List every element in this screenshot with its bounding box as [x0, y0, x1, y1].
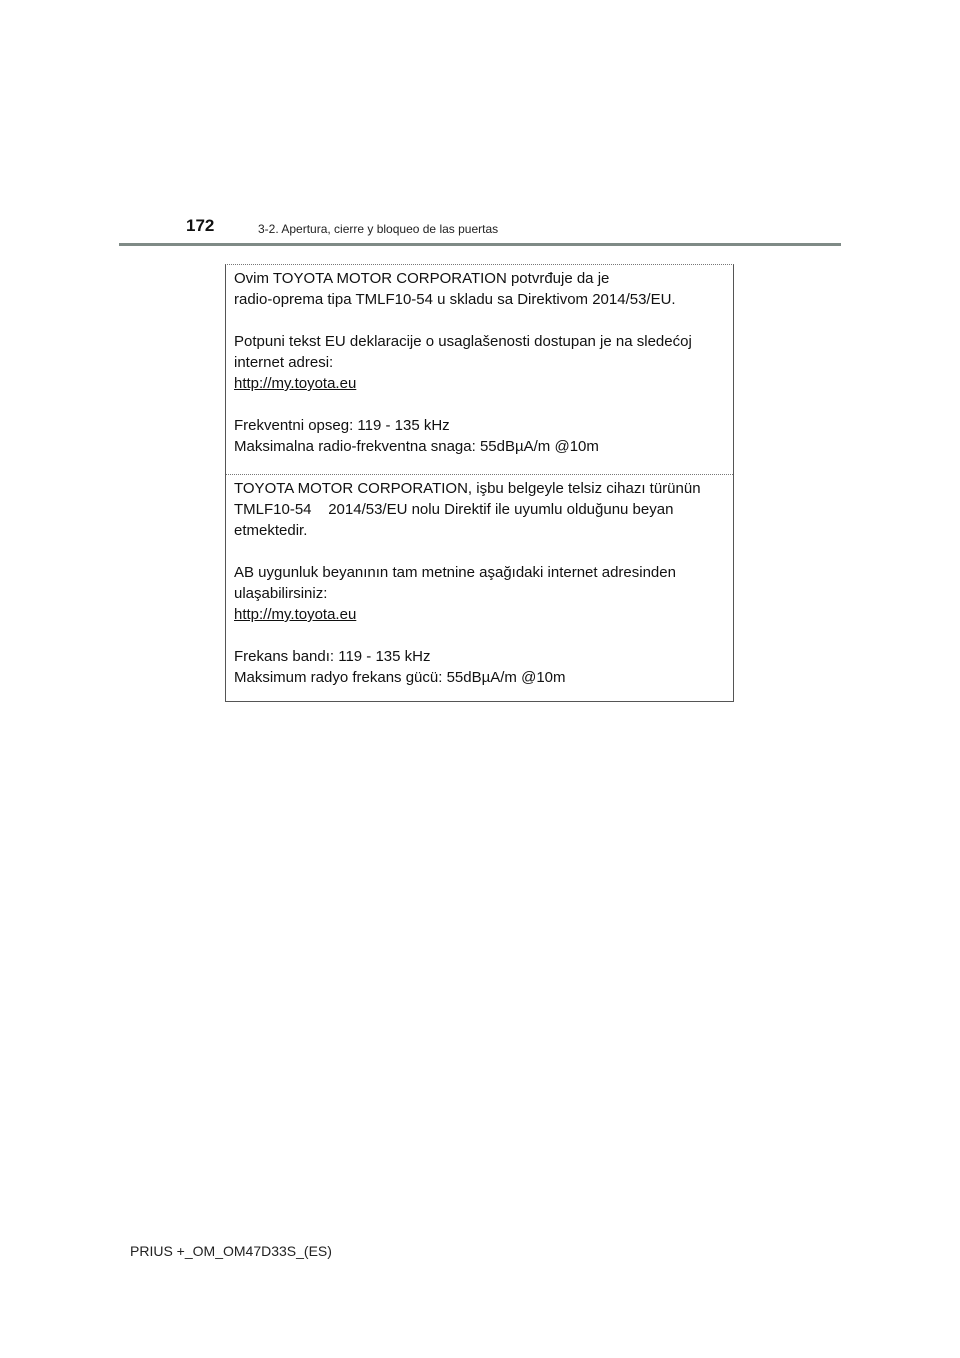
serbian-line-1: Ovim TOYOTA MOTOR CORPORATION potvrđuje da je — [234, 270, 610, 287]
turkish-declaration — [226, 474, 733, 688]
turkish-frequency: Frekans bandı: 119 - 135 kHz — [234, 648, 431, 665]
turkish-power: Maksimum radyo frekans gücü: 55dBµA/m @10m — [234, 669, 566, 686]
serbian-power: Maksimalna radio-frekventna snaga: 55dBµA/m @10m — [234, 438, 599, 455]
serbian-line-4: internet adresi: — [234, 354, 334, 371]
serbian-link[interactable]: http://my.toyota.eu — [234, 375, 357, 392]
document-code: PRIUS +_OM_OM47D33S_(ES) — [130, 1243, 332, 1259]
section-title: 3-2. Apertura, cierre y bloqueo de las puertas — [258, 222, 499, 236]
turkish-line-2: TMLF10-54 2014/53/EU nolu Direktif ile uyumlu olduğunu beyan — [234, 501, 674, 518]
certification-box — [225, 264, 734, 702]
serbian-line-3: Potpuni tekst EU deklaracije o usaglašenosti dostupan je na sledećoj — [234, 333, 692, 350]
turkish-line-1: TOYOTA MOTOR CORPORATION, işbu belgeyle telsiz cihazı türünün — [234, 480, 701, 497]
page-number: 172 — [186, 216, 215, 235]
turkish-line-4: AB uygunluk beyanının tam metnine aşağıdaki internet adresinden — [234, 564, 676, 581]
turkish-line-5: ulaşabilirsiniz: — [234, 585, 328, 602]
turkish-line-3: etmektedir. — [234, 522, 308, 539]
turkish-link[interactable]: http://my.toyota.eu — [234, 606, 357, 623]
serbian-declaration — [226, 268, 733, 457]
header-rule — [119, 243, 841, 246]
serbian-line-2: radio-oprema tipa TMLF10-54 u skladu sa Direktivom 2014/53/EU. — [234, 291, 676, 308]
serbian-frequency: Frekventni opseg: 119 - 135 kHz — [234, 417, 450, 434]
